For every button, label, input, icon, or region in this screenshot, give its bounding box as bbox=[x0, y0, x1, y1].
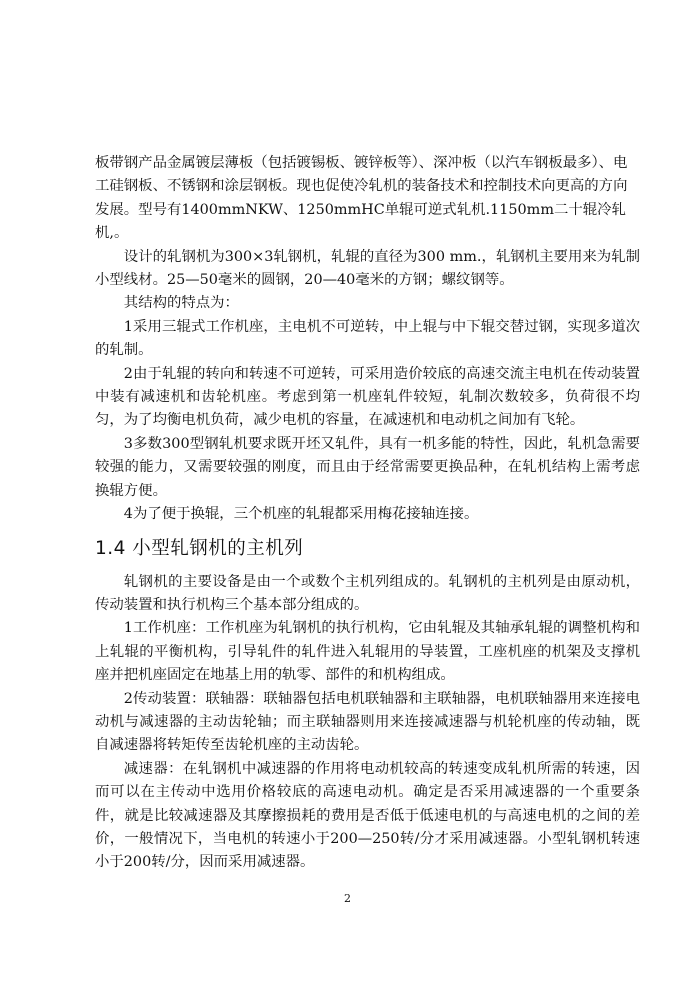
paragraph: 2传动装置：联轴器：联轴器包括电机联轴器和主联轴器，电机联轴器用来连接电动机与减速器的主动齿轮轴；而主联轴器则用来连接减速器与机轮机座的传动轴，既自减速器将转矩传至齿轮机座的主动齿轮。 bbox=[95, 690, 640, 754]
paragraph: 3多数300型钢轧机要求既开坯又轧件，具有一机多能的特性，因此，轧机急需要较强的能力，又需要较强的刚度，而且由于经常需要更换品种，在轧机结构上需考虑换辊方便。 bbox=[95, 435, 640, 499]
paragraph: 4为了便于换辊，三个机座的轧辊都采用梅花接轴连接。 bbox=[123, 506, 479, 523]
paragraph: 设计的轧钢机为300×3轧钢机，轧辊的直径为300 mm.，轧钢机主要用来为轧制小型线材。25—50毫米的圆钢，20—40毫米的方钢；螺纹钢等。 bbox=[95, 248, 640, 289]
paragraph: 板带钢产品金属镀层薄板（包括镀锡板、镀锌板等）、深冲板（以汽车钢板最多）、电工硅钢板、不锈钢和涂层钢板。现也促使冷轧机的装备技术和控制技术向更高的方向发展。型号有1400mmNKW、1250mmHC单辊可逆式轧机.1150mm二十辊冷轧机,。 bbox=[95, 155, 628, 242]
paragraph: 其结构的特点为： bbox=[123, 295, 239, 312]
body-text bbox=[95, 152, 640, 875]
paragraph: 1工作机座：工作机座为轧钢机的执行机构，它由轧辊及其轴承轧辊的调整机构和上轧辊的平衡机构，引导轧件的轧件进入轧辊用的导装置，工座机座的机架及支撑机座并把机座固定在地基上用的轨零、部件的和机构组成。 bbox=[95, 620, 640, 684]
paragraph: 1采用三辊式工作机座，主电机不可逆转，中上辊与中下辊交替过钢，实现多道次的轧制。 bbox=[95, 318, 640, 359]
section-heading: 1.4 小型轧钢机的主机列 bbox=[95, 537, 304, 559]
page-number: 2 bbox=[344, 892, 351, 905]
paragraph: 轧钢机的主要设备是由一个或数个主机列组成的。轧钢机的主机列是由原动机，传动装置和执行机构三个基本部分组成的。 bbox=[95, 573, 640, 613]
paragraph: 2由于轧辊的转向和转速不可逆转，可采用造价较底的高速交流主电机在传动装置中装有减速机和齿轮机座。考虑到第一机座轧件较短，轧制次数较多，负荷很不均匀，为了均衡电机负荷，减少电机的容量，在减速机和电动机之间加有飞轮。 bbox=[95, 365, 640, 429]
paragraph: 减速器：在轧钢机中减速器的作用将电动机较高的转速变成轧机所需的转速，因而可以在主传动中选用价格较底的高速电动机。确定是否采用减速器的一个重要条件，就是比较减速器及其摩擦损耗的费用是否低于低速电机的与高速电机的之间的差价，一般情况下，当电机的转速小于200—250转/分才采用减速器。小型轧钢机转速小于200转/分，因而采用减速器。 bbox=[95, 760, 640, 871]
